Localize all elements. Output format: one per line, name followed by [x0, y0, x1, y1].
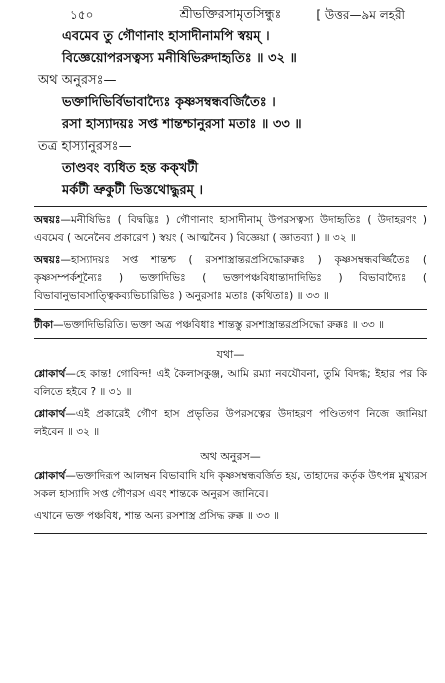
- divider: [34, 206, 427, 207]
- anvaya-label: অন্বয়ঃ: [34, 254, 61, 266]
- shloka-text: —এই প্রকারেই গৌণ হাস প্রভৃতির উপরসত্বের উদাহরণ পণ্ডিতগণ নিজে জানিয়া লইবেন ॥ ৩২ ॥: [34, 408, 427, 438]
- shloka-label: শ্লোকার্থ: [34, 470, 66, 482]
- section-label: [ উত্তর—৯ম লহরী: [316, 8, 405, 22]
- anvaya-text: —হাস্যাদয়ঃ সপ্ত শান্তশ্চ ( রসশাস্ত্রান্তরপ্রসিদ্ধোরুক্কঃ ) কৃষ্ণসম্বন্ধবর্জ্জিতৈঃ ( কৃষ্ণসম্পর্কশূন্যৈঃ ) ভক্তাদিভিঃ ( ভক্তাপঞ্চবিধান্তাদাদিভিঃ ) বিভাবাদ্যৈঃ ( বিভাবানুভাবসাত্ত্বিকব্যভিচারিভিঃ ) অনুরসাঃ মতাঃ (কথিতাঃ) ॥ ৩৩ ॥: [34, 254, 427, 302]
- shloka-text: —হে কান্ত! গোবিন্দ! এই কৈলাসকুঞ্জ, আমি রম্যা নবযৌবনা, তুমি বিদগ্ধ; ইহার পর কি বলিতে হইবে ? ॥ ৩১ ॥: [34, 368, 427, 398]
- page-number: ১৫০: [70, 8, 94, 22]
- shloka-text: —ভক্তাদিরূপ আলম্বন বিভাবাদি যদি কৃষ্ণসম্বন্ধবর্জিত হয়, তাহাদের কর্তৃক উৎপন্ন মুখ্যরস সকল হাস্যাদি সপ্ত গৌণরস এবং শান্তকে অনুরস জানিবে।: [34, 470, 427, 500]
- shloka-paragraph: [34, 405, 427, 441]
- verse-line: তাণ্ডবং ব্যধিত হন্ত কক্‌খটী: [62, 161, 199, 176]
- divider: [34, 338, 427, 339]
- verse-block: [34, 26, 427, 202]
- footer-note: এখানে ভক্ত পঞ্চবিধ, শান্ত অন্য রসশাস্ত্র প্রসিদ্ধ রুক্ক ॥ ৩৩ ॥: [34, 510, 280, 522]
- verse-line: রসা হাস্যাদয়ঃ সপ্ত শান্তশ্চানুরসা মতাঃ ॥ ৩৩ ॥: [62, 117, 302, 132]
- anvaya-paragraph: [34, 251, 427, 305]
- divider: [34, 309, 427, 310]
- shloka-label: শ্লোকার্থ: [34, 408, 66, 420]
- verse-line: বিজ্ঞেয়োপরসত্বস্য মনীষিভিরুদাহৃতিঃ ॥ ৩২ ॥: [62, 51, 297, 66]
- verse-heading: অথ অনুরসঃ—: [38, 73, 117, 88]
- section-heading: অথ অনুরস—: [200, 450, 261, 463]
- verse-line: এবমেব তু গৌণানাং হাসাদীনামপি স্বয়ম্ ।: [62, 29, 270, 44]
- divider: [34, 533, 427, 534]
- section-heading: যথা—: [216, 348, 245, 361]
- anvaya-paragraph: [34, 211, 427, 247]
- verse-line: মর্কটী ভ্রুকুটী ভিস্তথোদ্ধুরম্ ।: [62, 183, 204, 198]
- tika-text: —ভক্তাদিভিরিতি। ভক্তা অত্র পঞ্চবিধাঃ শান্তস্তু রসশাস্ত্রান্তরপ্রসিদ্ধো রুক্কঃ ॥ ৩৩ ॥: [53, 319, 385, 331]
- shloka-paragraph: [34, 467, 427, 503]
- anvaya-text: —মনীষিভিঃ ( বিদ্বদ্ভিঃ ) গৌণানাং হাসাদীনাম্ উপরসত্বস্য উদাহৃতিঃ ( উদাহরণং ) এবমেব ( অনেনৈব প্রকারেণ ) স্বয়ং ( আত্মনৈব ) বিজ্ঞেয়া ( জ্ঞাতব্যা ) ॥ ৩২ ॥: [34, 214, 427, 244]
- running-title: শ্রীভক্তিরসামৃতসিন্ধুঃ: [179, 6, 282, 21]
- verse-heading: তত্র হাস্যানুরসঃ—: [38, 139, 132, 154]
- verse-line: ভক্তাদিভির্বিভাবাদ্যৈঃ কৃষ্ণসম্বন্ধবর্জিতৈঃ ।: [62, 95, 276, 110]
- tika-label: টীকা: [34, 319, 54, 331]
- page-header: [34, 0, 427, 26]
- shloka-paragraph: [34, 365, 427, 401]
- anvaya-label: অন্বয়ঃ: [34, 214, 61, 226]
- shloka-label: শ্লোকার্থ: [34, 368, 66, 380]
- tika-paragraph: [34, 316, 427, 334]
